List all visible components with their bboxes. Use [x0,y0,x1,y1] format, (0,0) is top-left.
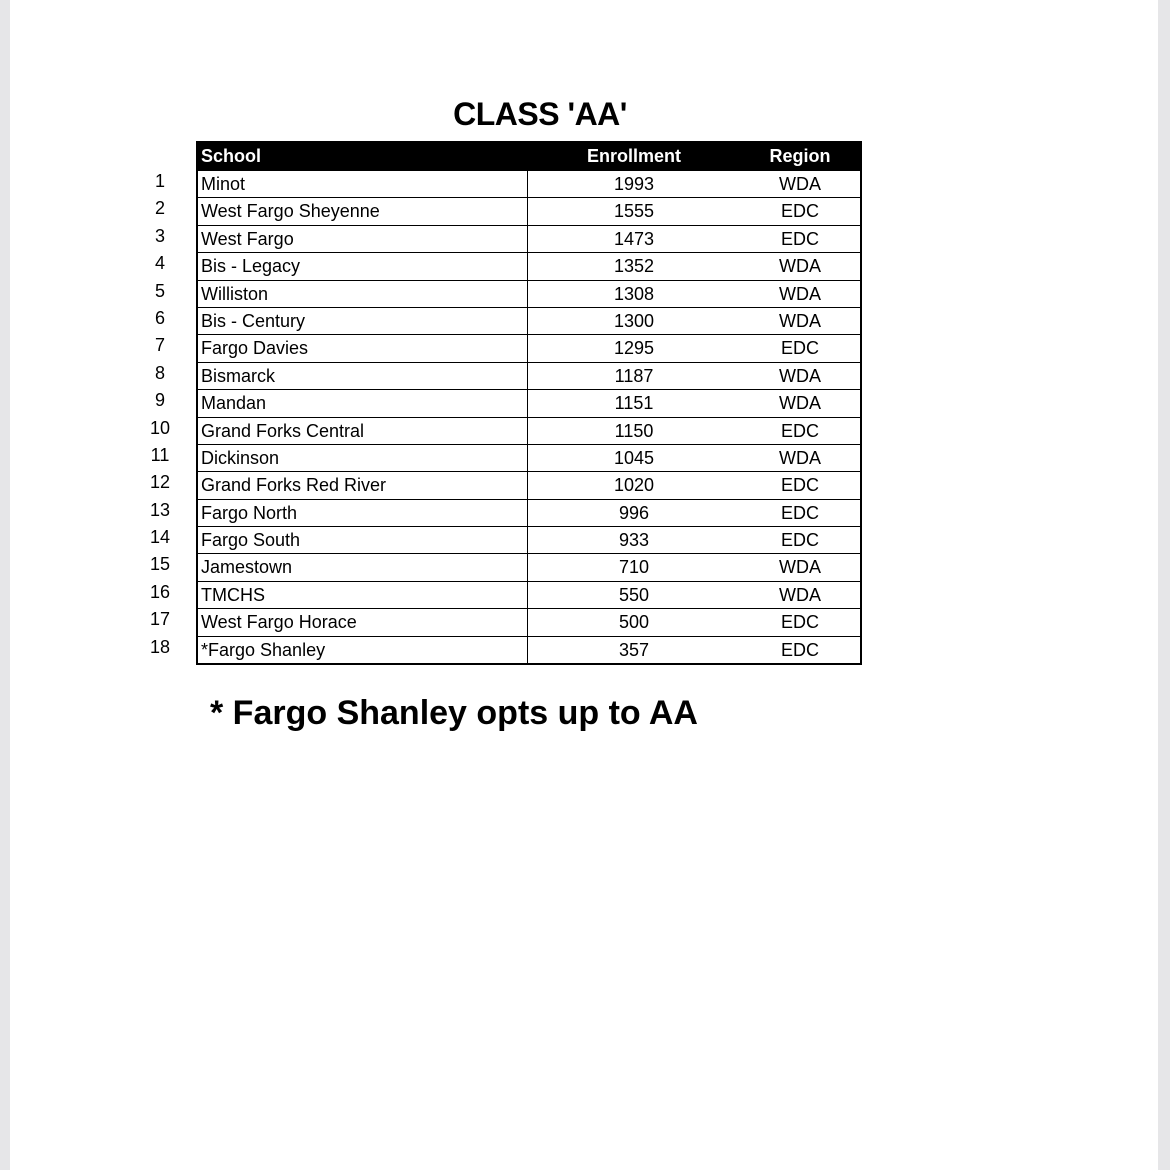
row-number: 2 [154,198,165,219]
enrollment-cell: 550 [618,584,650,605]
row-number: 16 [149,581,171,602]
school-cell: TMCHS [198,582,528,608]
enrollment-cell: 357 [618,639,650,660]
enrollment-cell: 1352 [613,256,655,277]
row-number: 4 [154,253,165,274]
table-row [198,334,860,361]
row-number: 3 [154,225,165,246]
enrollment-cell: 933 [618,530,650,551]
table-row [198,389,860,416]
region-cell: WDA [779,256,821,277]
region-cell: WDA [779,174,821,194]
region-cell: WDA [779,393,821,414]
enrollment-cell: 1187 [614,365,654,386]
table-row [198,170,860,197]
school-cell: Bismarck [198,363,528,389]
school-cell: West Fargo [198,226,528,252]
row-number: 1 [154,171,165,191]
school-cell: Fargo South [198,527,528,553]
school-cell: Grand Forks Central [198,418,528,444]
region-cell: WDA [779,557,821,578]
school-cell: Fargo Davies [198,335,528,361]
table-row [198,608,860,635]
table-row [198,252,860,279]
row-number: 13 [149,499,171,520]
enrollment-cell: 996 [618,502,650,523]
enrollment-cell: 710 [618,557,650,578]
school-cell: Bis - Legacy [198,253,528,279]
row-number: 17 [149,609,171,630]
region-cell: WDA [779,283,821,304]
region-cell: EDC [780,530,819,551]
header-enrollment: Enrollment [586,146,681,166]
region-cell: WDA [779,584,821,605]
row-number: 18 [149,636,171,657]
enrollment-cell: 500 [618,612,650,633]
table-row [198,307,860,334]
enrollment-cell: 1473 [613,228,655,249]
enrollment-cell: 1300 [613,310,655,331]
table-header [198,143,860,170]
school-cell: Grand Forks Red River [198,472,528,498]
enrollment-cell: 1020 [613,475,655,496]
region-cell: WDA [779,447,821,468]
school-cell: Minot [198,171,528,197]
row-number: 7 [154,335,165,356]
row-number: 14 [149,527,171,548]
enrollment-table [196,141,862,665]
table-row [198,471,860,498]
region-cell: WDA [779,310,821,331]
table-row [198,526,860,553]
footnote: * Fargo Shanley opts up to AA [210,694,698,732]
table-row [198,225,860,252]
table-row [198,636,860,663]
document-page [10,0,1158,1170]
school-cell: West Fargo Horace [198,609,528,635]
region-cell: EDC [780,228,819,249]
region-cell: EDC [780,502,819,523]
school-cell: Dickinson [198,445,528,471]
row-number-column [130,168,190,661]
table-row [198,553,860,580]
row-number: 15 [149,554,171,575]
enrollment-cell: 1555 [613,201,655,222]
region-cell: EDC [780,420,819,441]
region-cell: EDC [780,338,819,359]
table-row [198,280,860,307]
table-row [198,444,860,471]
enrollment-cell: 1150 [614,420,654,441]
header-school: School [201,146,262,166]
row-number: 12 [149,472,171,493]
row-number: 9 [154,390,165,411]
row-number: 8 [154,362,165,383]
row-number: 10 [149,417,171,438]
header-region: Region [769,146,831,166]
school-cell: Fargo North [198,500,528,526]
region-cell: EDC [780,639,819,660]
table-row [198,362,860,389]
table-row [198,499,860,526]
table-row [198,417,860,444]
row-number: 6 [154,307,165,328]
enrollment-cell: 1295 [613,338,655,359]
region-cell: EDC [780,201,819,222]
row-number: 5 [154,280,165,301]
school-cell: *Fargo Shanley [198,637,528,663]
school-cell: Williston [198,281,528,307]
school-cell: West Fargo Sheyenne [198,198,528,224]
enrollment-cell: 1045 [613,447,655,468]
region-cell: WDA [779,365,821,386]
enrollment-cell: 1151 [614,393,654,414]
region-cell: EDC [780,612,819,633]
table-row [198,581,860,608]
table-row [198,197,860,224]
enrollment-cell: 1308 [613,283,655,304]
school-cell: Jamestown [198,554,528,580]
row-number: 11 [150,444,170,465]
region-cell: EDC [780,475,819,496]
page-title: CLASS 'AA' [453,96,627,132]
school-cell: Mandan [198,390,528,416]
enrollment-cell: 1993 [613,174,655,194]
school-cell: Bis - Century [198,308,528,334]
